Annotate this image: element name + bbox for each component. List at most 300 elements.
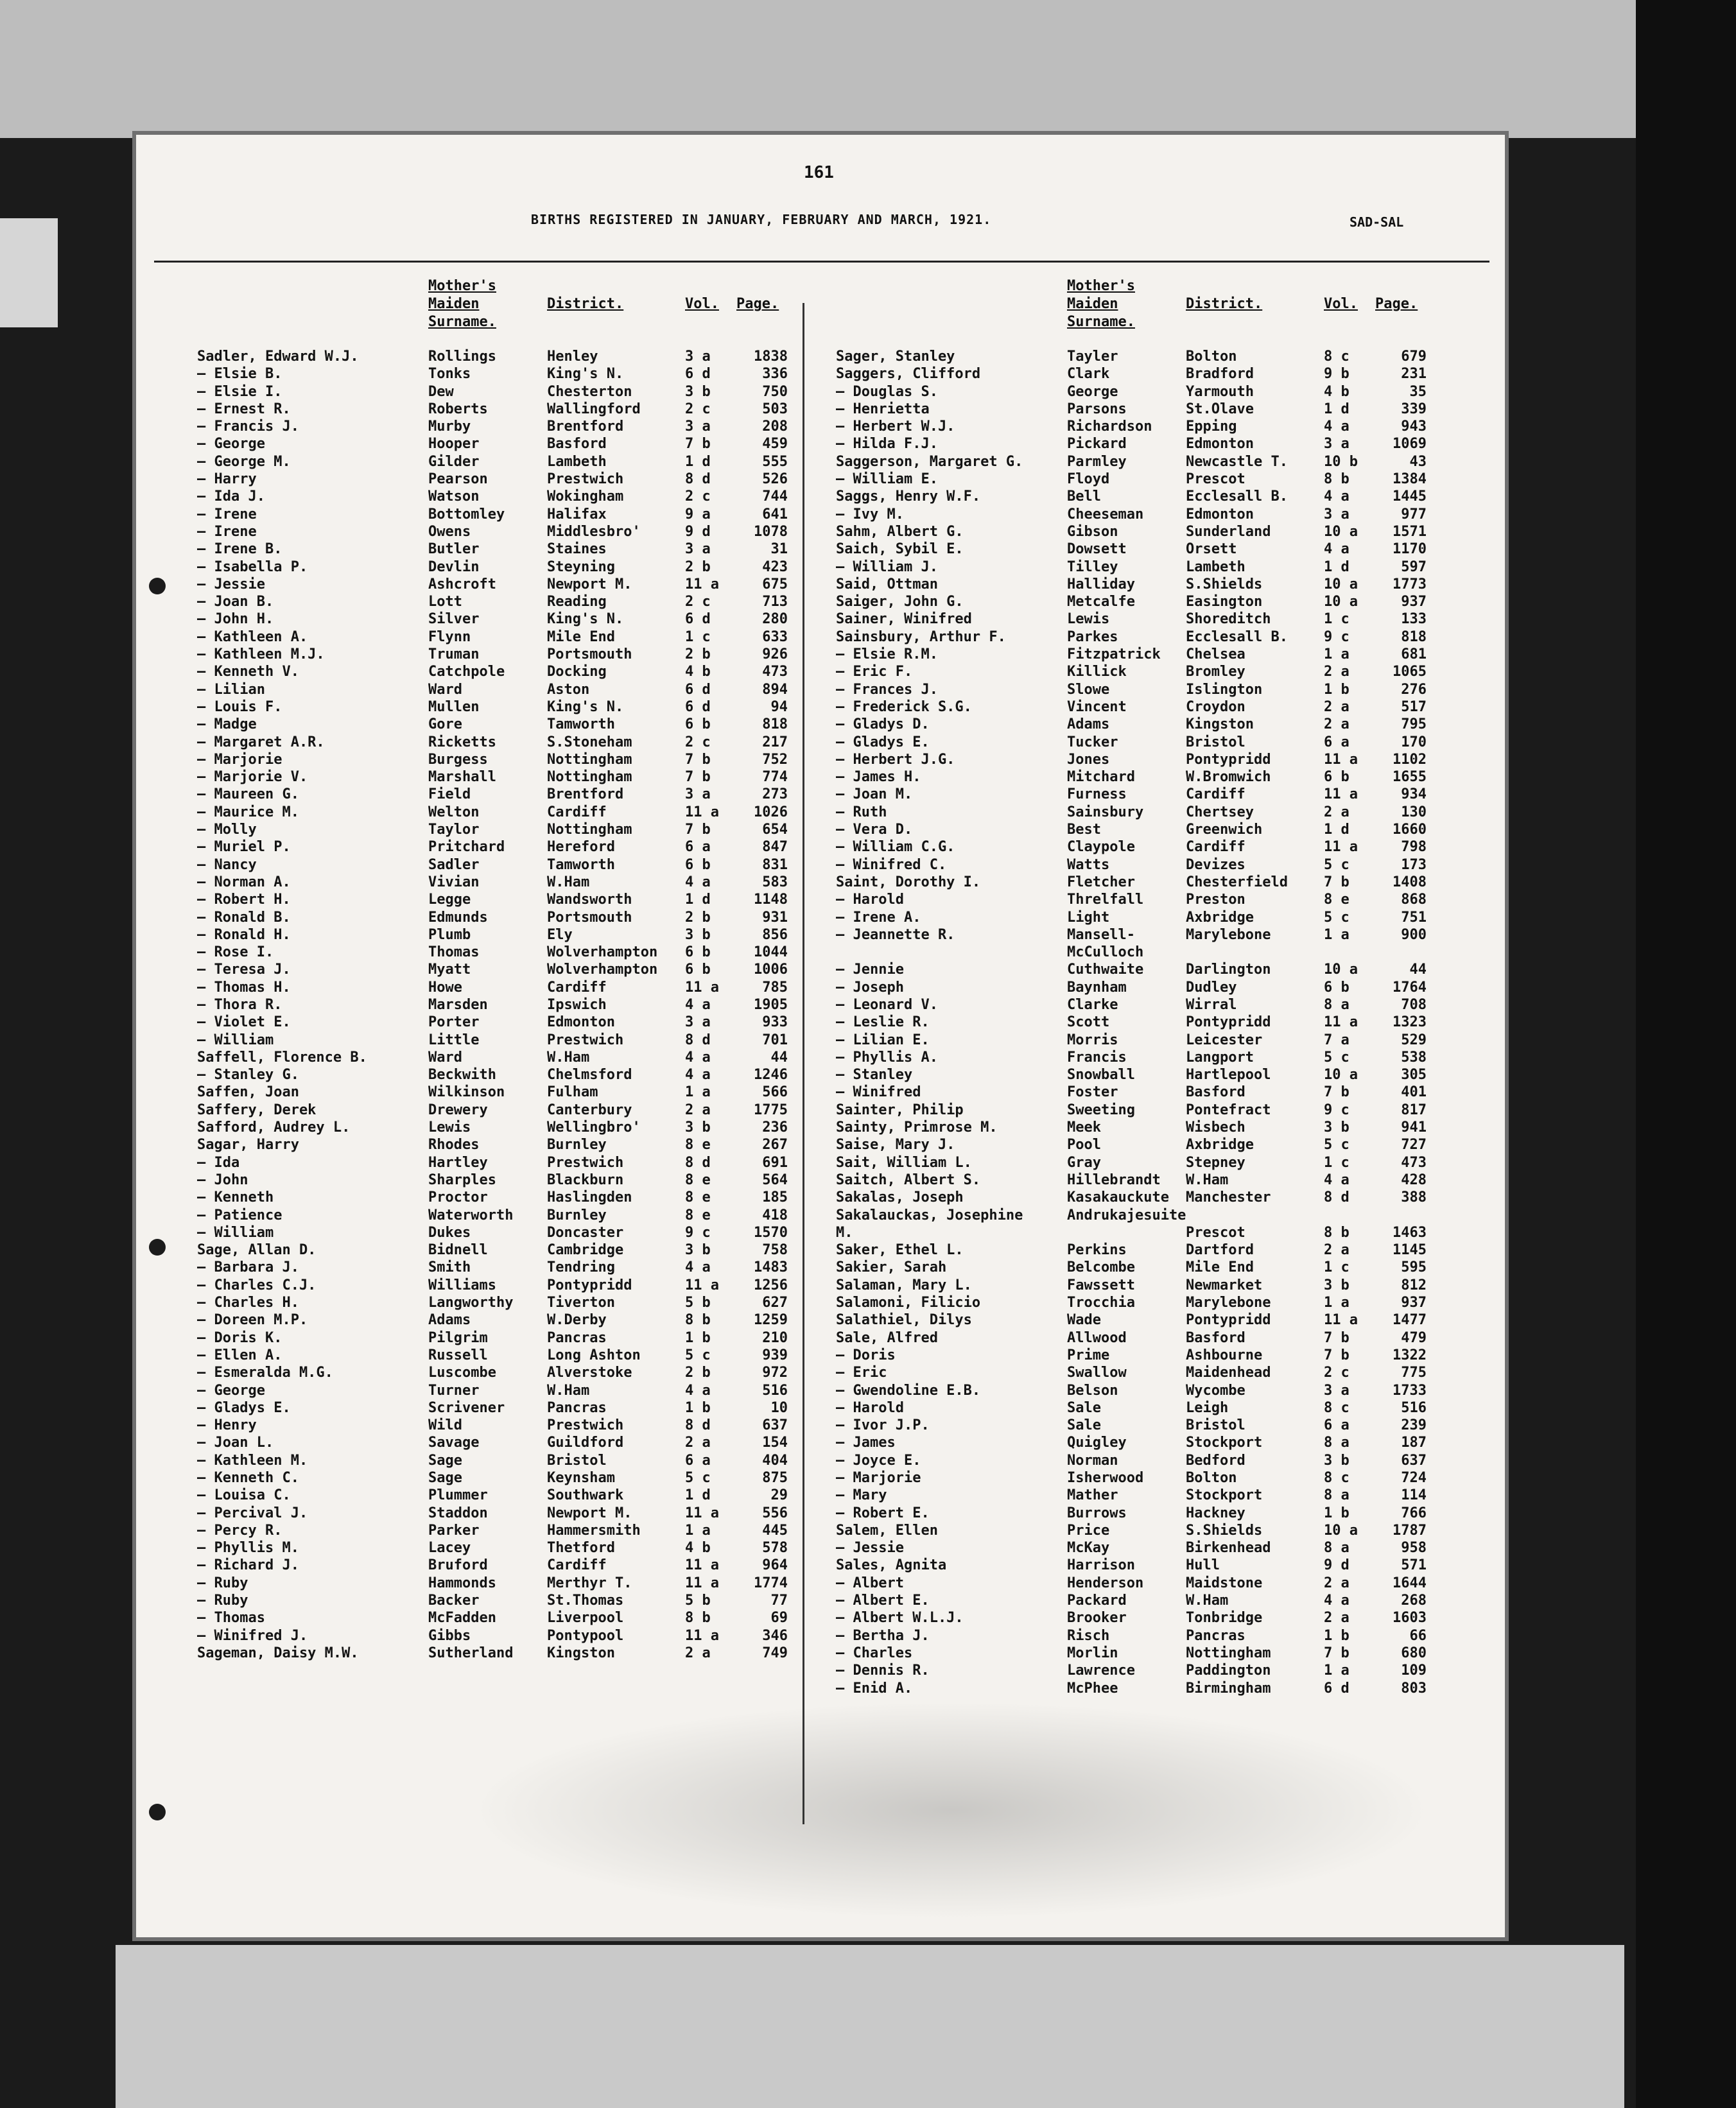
register-entry [836,1207,1465,1224]
entry-name: — Marjorie V. [197,769,308,786]
register-entry [197,1014,826,1031]
entry-maiden-surname: Pearson [428,471,488,488]
entry-maiden-surname: Sainsbury [1067,804,1144,820]
register-entry [836,540,1465,558]
entry-page: 305 [1401,1067,1427,1084]
entry-name: Sager, Stanley [836,349,955,365]
entry-maiden-surname: Clark [1067,366,1110,383]
register-entry [197,348,826,365]
entry-page: 423 [762,558,788,575]
entry-name: — Irene [197,523,257,540]
entry-name: — Kenneth C. [197,1470,299,1486]
entry-maiden-surname: Meek [1067,1119,1101,1136]
entry-name: — Winifred C. [836,856,947,873]
entry-maiden-surname: Trocchia [1067,1295,1135,1311]
register-entry [836,558,1465,576]
surname-range: SAD-SAL [1350,214,1404,230]
entry-maiden-surname: Edmunds [428,909,488,926]
entry-page: 526 [762,471,788,488]
entry-district: Bristol [547,1452,607,1469]
entry-page: 44 [1409,962,1427,978]
entry-name: — George M. [197,453,291,470]
entry-page: 187 [1401,1435,1427,1451]
register-entry [836,628,1465,646]
entry-volume: 11 a [685,979,719,996]
entry-maiden-surname: Langworthy [428,1295,514,1311]
entry-volume: 8 d [685,1154,711,1171]
register-entry [836,1066,1465,1084]
entry-district: Reading [547,594,607,610]
entry-maiden-surname: Kasakauckute [1067,1189,1169,1206]
entry-name: — Ellen A. [197,1347,282,1363]
entry-page: 1838 [754,349,788,365]
entry-district: Pontypridd [547,1277,632,1293]
entry-page: 556 [762,1505,788,1521]
register-entry [836,1539,1465,1557]
entry-volume: 8 e [685,1207,711,1223]
entry-district: Greenwich [1186,822,1263,838]
register-entry [197,1294,826,1311]
entry-volume: 2 b [685,558,711,575]
entry-name: — Thomas H. [197,979,291,996]
entry-district: Merthyr T. [547,1575,632,1591]
entry-volume: 7 b [685,822,711,838]
entry-volume: 6 a [1324,734,1350,750]
entry-maiden-surname: Myatt [428,962,471,978]
entry-district: Prestwich [547,471,624,488]
entry-name: Sageman, Daisy M.W. [197,1645,359,1661]
entry-district: Edmonton [547,1014,615,1031]
entry-name: — Harold [836,892,904,908]
entry-page: 1660 [1393,822,1427,838]
entry-district: Yarmouth [1186,383,1254,400]
entry-page: 578 [762,1540,788,1557]
entry-volume: 11 a [685,1277,719,1293]
entry-maiden-surname: Pickard [1067,436,1127,453]
entry-name: — Douglas S. [836,383,938,400]
entry-district: Haslingden [547,1189,632,1206]
register-entry [836,1575,1465,1592]
entry-district: Wandsworth [547,892,632,908]
entry-maiden-surname: Lott [428,594,462,610]
entry-page: 856 [762,926,788,943]
entry-name: — Maurice M. [197,804,299,820]
entry-district: Orsett [1186,541,1237,558]
register-entry [836,1294,1465,1311]
entry-volume: 11 a [685,804,719,820]
entry-volume: 3 b [685,1119,711,1136]
entry-district: Basford [547,436,607,453]
entry-page: 637 [1401,1452,1427,1469]
register-entry [197,1627,826,1645]
entry-maiden-surname: Plummer [428,1487,488,1504]
entry-page: 595 [1401,1259,1427,1276]
register-entry [836,979,1465,996]
entry-maiden-surname: Mullen [428,698,480,715]
entry-page: 267 [762,1137,788,1153]
water-stain [470,1701,1433,1919]
entry-district: Manchester [1186,1189,1271,1206]
entry-district: Stockport [1186,1487,1263,1504]
register-entry [836,681,1465,698]
entry-volume: 3 a [1324,506,1350,523]
entry-volume: 7 b [1324,1645,1350,1661]
entry-volume: 1 a [1324,1295,1350,1311]
entry-page: 268 [1401,1593,1427,1609]
entry-volume: 9 c [1324,628,1350,645]
binder-hole [149,1804,166,1820]
entry-district: Wokingham [547,488,624,505]
entry-page: 803 [1401,1680,1427,1697]
entry-list [197,348,826,1662]
entry-maiden-surname: Watson [428,488,480,505]
entry-maiden-surname: Floyd [1067,471,1110,488]
entry-maiden-surname: Belson [1067,1382,1118,1399]
register-entry [836,1680,1465,1697]
entry-volume: 8 b [685,1610,711,1627]
register-entry [836,1277,1465,1294]
entry-volume: 1 a [685,1522,711,1539]
entry-page: 1775 [754,1102,788,1118]
entry-maiden-surname: Vincent [1067,698,1127,715]
entry-page: 1773 [1393,576,1427,592]
entry-page: 752 [762,751,788,768]
entry-district: St.Olave [1186,401,1254,417]
entry-volume: 1 c [1324,1154,1350,1171]
entry-page: 775 [1401,1365,1427,1381]
entry-volume: 11 a [1324,786,1358,803]
entry-page: 939 [762,1347,788,1363]
entry-district: Nottingham [1186,1645,1271,1661]
entry-volume: 1 c [1324,1259,1350,1276]
entry-name: — Kenneth V. [197,664,299,680]
register-entry [836,401,1465,418]
right-column [836,271,1465,1697]
entry-volume: 8 d [1324,1189,1350,1206]
entry-maiden-surname: Hillebrandt [1067,1171,1161,1188]
register-entry [197,1575,826,1592]
register-entry [197,383,826,401]
entry-volume: 2 a [685,1435,711,1451]
register-entry [836,418,1465,435]
entry-page: 1259 [754,1312,788,1329]
entry-page: 875 [762,1470,788,1486]
entry-name: Saggerson, Margaret G. [836,453,1023,470]
entry-page: 154 [762,1435,788,1451]
entry-page: 1655 [1393,769,1427,786]
entry-volume: 7 b [685,751,711,768]
entry-maiden-surname: Bottomley [428,506,505,523]
entry-maiden-surname: Legge [428,892,471,908]
entry-volume: 3 a [685,541,711,558]
entry-district: Lambeth [547,453,607,470]
entry-district: Cambridge [547,1242,624,1259]
entry-name: — Phyllis A. [836,1049,938,1066]
entry-name: — Dennis R. [836,1663,930,1679]
entry-maiden-surname: Luscombe [428,1365,496,1381]
entry-maiden-surname: Prime [1067,1347,1110,1363]
entry-volume: 4 a [1324,1171,1350,1188]
entry-name: — Irene A. [836,909,921,926]
entry-district: Dudley [1186,979,1237,996]
entry-page: 934 [1401,786,1427,803]
register-entry [836,1259,1465,1276]
entry-volume: 2 b [685,909,711,926]
register-entry [197,540,826,558]
entry-district: Chesterfield [1186,874,1288,890]
register-entry [836,716,1465,733]
entry-name: Sainsbury, Arthur F. [836,628,1006,645]
entry-name: — Marjorie [836,1470,921,1486]
entry-district: Portsmouth [547,909,632,926]
entry-maiden-surname: Allwood [1067,1329,1127,1346]
entry-maiden-surname: Price [1067,1522,1110,1539]
entry-maiden-surname: Clarke [1067,996,1118,1013]
entry-volume: 8 e [685,1137,711,1153]
entry-name: — Leslie R. [836,1014,930,1031]
entry-name: — Joseph [836,979,904,996]
entry-name: — Elsie R.M. [836,646,938,663]
entry-page: 727 [1401,1137,1427,1153]
entry-volume: 2 a [1324,1575,1350,1591]
entry-district: Bromley [1186,664,1246,680]
entry-page: 1006 [754,962,788,978]
register-entry [197,786,826,803]
entry-district: Newport M. [547,1505,632,1521]
entry-name: — Winifred J. [197,1627,308,1644]
entry-volume: 3 b [685,1242,711,1259]
entry-district: Prescot [1186,1224,1246,1241]
register-entry [836,453,1465,471]
entry-volume: 6 a [685,839,711,856]
entry-maiden-surname: Ward [428,681,462,698]
entry-district: Hartlepool [1186,1067,1271,1084]
page-title: BIRTHS REGISTERED IN JANUARY, FEBRUARY AND MARCH, 1921. [531,212,992,227]
entry-name: — Jessie [836,1540,904,1557]
entry-name: — Bertha J. [836,1627,930,1644]
entry-name: — Nancy [197,856,257,873]
entry-district: Chelsea [1186,646,1246,663]
register-entry [197,1259,826,1276]
header-maiden-surname: Mother's Maiden Surname. [1067,278,1135,330]
entry-name: — Enid A. [836,1680,913,1697]
entry-maiden-surname: Plumb [428,926,471,943]
register-entry [836,593,1465,610]
entry-page: 109 [1401,1663,1427,1679]
entry-page: 66 [1409,1627,1427,1644]
register-entry [197,1049,826,1066]
entry-district: Tiverton [547,1295,615,1311]
entry-maiden-surname: Murby [428,419,471,435]
register-entry [836,1347,1465,1364]
register-entry [197,1487,826,1504]
entry-volume: 9 b [1324,366,1350,383]
entry-district: Chesterton [547,383,632,400]
entry-page: 1445 [1393,488,1427,505]
entry-district: Marylebone [1186,926,1271,943]
entry-page: 217 [762,734,788,750]
entry-volume: 6 b [685,856,711,873]
register-entry [836,1505,1465,1522]
entry-maiden-surname: Andrukajesuite [1067,1207,1186,1223]
entry-volume: 5 c [1324,1137,1350,1153]
entry-district: Wellingbro' [547,1119,641,1136]
entry-name: — Frederick S.G. [836,698,972,715]
left-column [197,271,826,1662]
entry-name: Sainer, Winifred [836,611,972,628]
register-entry [197,1557,826,1574]
entry-maiden-surname: Slowe [1067,681,1110,698]
entry-maiden-surname: Burgess [428,751,488,768]
register-entry [197,453,826,471]
entry-page: 941 [1401,1119,1427,1136]
entry-maiden-surname: Ricketts [428,734,496,750]
entry-maiden-surname: Bell [1067,488,1101,505]
entry-district: Preston [1186,892,1246,908]
entry-maiden-surname: Richardson [1067,419,1152,435]
entry-maiden-surname: Hammonds [428,1575,496,1591]
entry-name: — Doris [836,1347,896,1363]
entry-maiden-surname: Adams [428,1312,471,1329]
entry-district: Hull [1186,1557,1220,1574]
entry-district: S.Stoneham [547,734,632,750]
register-entry [197,628,826,646]
register-entry [836,1189,1465,1206]
entry-page: 1256 [754,1277,788,1293]
entry-maiden-surname: Tilley [1067,558,1118,575]
register-entry [197,1277,826,1294]
entry-page: 749 [762,1645,788,1661]
entry-volume: 11 a [685,1575,719,1591]
entry-maiden-surname: Packard [1067,1593,1127,1609]
register-entry [836,506,1465,523]
entry-volume: 11 a [1324,839,1358,856]
register-entry [197,1084,826,1101]
entry-page: 210 [762,1329,788,1346]
entry-page: 43 [1409,453,1427,470]
entry-volume: 8 c [1324,1399,1350,1416]
entry-name: — Winifred [836,1084,921,1101]
entry-name: — William E. [836,471,938,488]
scan-background-side [0,218,58,327]
entry-page: 1322 [1393,1347,1427,1363]
entry-maiden-surname: Watts [1067,856,1110,873]
entry-volume: 4 b [685,1540,711,1557]
entry-name: Sale, Alfred [836,1329,938,1346]
entry-maiden-surname: Marsden [428,996,488,1013]
register-page [136,135,1505,1937]
entry-volume: 2 a [1324,664,1350,680]
entry-district: Marylebone [1186,1295,1271,1311]
entry-name: Said, Ottman [836,576,938,592]
entry-maiden-surname: Fawssett [1067,1277,1135,1293]
entry-district: Blackburn [547,1171,624,1188]
register-entry [836,891,1465,908]
entry-page: 517 [1401,698,1427,715]
entry-maiden-surname: Staddon [428,1505,488,1521]
header-district: District. [1186,296,1263,312]
register-entry [836,610,1465,628]
entry-page: 900 [1401,926,1427,943]
entry-maiden-surname: Williams [428,1277,496,1293]
entry-district: Birmingham [1186,1680,1271,1697]
entry-volume: 1 a [685,1084,711,1101]
column-headers [197,271,826,348]
entry-district: Long Ashton [547,1347,641,1363]
entry-district: Croydon [1186,698,1246,715]
entry-page: 817 [1401,1102,1427,1118]
entry-district: W.Ham [1186,1171,1229,1188]
entry-maiden-surname: Ashcroft [428,576,496,592]
entry-page: 964 [762,1557,788,1574]
entry-district: Chelmsford [547,1067,632,1084]
entry-volume: 1 d [685,1487,711,1504]
entry-district: Wolverhampton [547,962,658,978]
entry-volume: 4 a [685,1259,711,1276]
register-entry [197,435,826,453]
entry-district: Ashbourne [1186,1347,1263,1363]
entry-page: 445 [762,1522,788,1539]
register-entry [836,488,1465,505]
entry-name: — Muriel P. [197,839,291,856]
register-entry [197,909,826,926]
register-entry [836,961,1465,978]
entry-volume: 11 a [685,1505,719,1521]
register-entry [197,1609,826,1627]
entry-page: 77 [770,1593,788,1609]
register-entry [197,1645,826,1662]
register-entry [197,768,826,786]
entry-district: Darlington [1186,962,1271,978]
entry-district: Langport [1186,1049,1254,1066]
entry-name: — Kathleen M. [197,1452,308,1469]
entry-name: Sakier, Sarah [836,1259,947,1276]
entry-maiden-surname: Owens [428,523,471,540]
register-entry [197,821,826,838]
entry-page: 1905 [754,996,788,1013]
entry-district: Ely [547,926,573,943]
entry-name: Sakalauckas, Josephine [836,1207,1023,1223]
register-entry [197,593,826,610]
entry-name: — Stanley G. [197,1067,299,1084]
entry-page: 516 [1401,1399,1427,1416]
entry-district: Sunderland [1186,523,1271,540]
entry-district: Axbridge [1186,909,1254,926]
entry-district: Stepney [1186,1154,1246,1171]
entry-volume: 5 b [685,1593,711,1609]
entry-volume: 1 d [1324,558,1350,575]
entry-page: 943 [1401,419,1427,435]
entry-maiden-surname: Waterworth [428,1207,514,1223]
entry-name: — Joyce E. [836,1452,921,1469]
register-entry [197,401,826,418]
entry-name: — Frances J. [836,681,938,698]
entry-name: — Ruby [197,1593,248,1609]
entry-page: 529 [1401,1032,1427,1048]
entry-page: 597 [1401,558,1427,575]
entry-volume: 2 a [685,1102,711,1118]
entry-name: — Jennie [836,962,904,978]
entry-name: Sait, William L. [836,1154,972,1171]
entry-name: — Harry [197,471,257,488]
entry-page: 31 [770,541,788,558]
register-entry [836,1084,1465,1101]
entry-name: Sakalas, Joseph [836,1189,964,1206]
entry-volume: 3 a [685,349,711,365]
entry-maiden-surname: Killick [1067,664,1127,680]
entry-maiden-surname: Henderson [1067,1575,1144,1591]
entry-volume: 5 c [685,1347,711,1363]
